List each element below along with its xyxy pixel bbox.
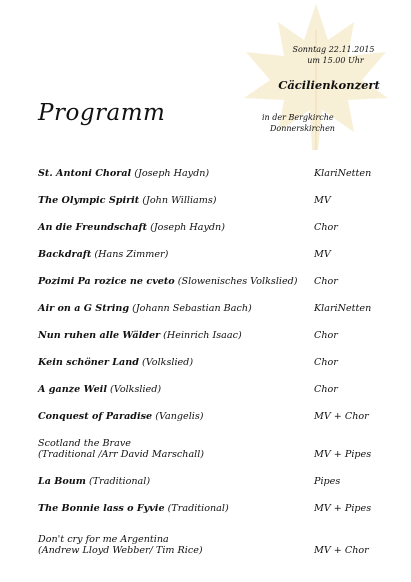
piece-composer: (Andrew Lloyd Webber/ Tim Rice) [38, 545, 203, 556]
piece-title: An die Freundschaft [38, 222, 148, 233]
performer: Pipes [314, 476, 341, 487]
location-line-2: Donnerskirchen [270, 124, 335, 133]
piece-composer: (Traditional) [167, 503, 229, 514]
piece-composer: (Volkslied) [142, 357, 194, 368]
performer: MV + Pipes [314, 503, 372, 514]
performer: MV [314, 195, 331, 206]
program-item [38, 395, 398, 422]
piece-composer: (Johann Sebastian Bach) [132, 303, 252, 314]
performer: MV [314, 249, 331, 260]
performer: MV + Chor [314, 411, 369, 422]
piece-title: La Boum [38, 476, 86, 487]
event-location [262, 112, 402, 134]
program-item [38, 368, 398, 395]
piece-composer: (John Williams) [142, 195, 217, 206]
page-title: Programm [38, 100, 166, 126]
piece-title: Conquest of Paradise [38, 411, 153, 422]
program-list [38, 152, 398, 556]
program-item [38, 179, 398, 206]
program-item [38, 314, 398, 341]
piece-composer: (Joseph Haydn) [134, 168, 210, 179]
event-date: Sonntag 22.11.2015 [292, 45, 375, 54]
piece-composer: (Traditional) [89, 476, 151, 487]
program-item [38, 152, 398, 179]
performer: Chor [314, 222, 338, 233]
piece-title: The Bonnie lass o Fyvie [38, 503, 165, 514]
program-item [38, 514, 398, 556]
piece-title: Nun ruhen alle Wälder [38, 330, 161, 341]
piece-title: Kein schöner Land [38, 357, 139, 368]
location-line-1: in der Bergkirche [262, 113, 334, 122]
performer: KlariNetten [314, 168, 372, 179]
program-item [38, 487, 398, 514]
performer: Chor [314, 276, 338, 287]
program-item [38, 341, 398, 368]
piece-title: St. Antoni Choral [38, 168, 132, 179]
piece-title: Scotland the Brave [38, 438, 131, 449]
performer: MV + Pipes [314, 449, 372, 460]
program-item [38, 233, 398, 260]
program-item [38, 206, 398, 233]
piece-title: Don't cry for me Argentina [38, 534, 169, 545]
performer: KlariNetten [314, 303, 372, 314]
event-datetime [268, 44, 403, 66]
piece-composer: (Traditional /Arr David Marschall) [38, 449, 205, 460]
piece-composer: (Slowenisches Volkslied) [177, 276, 298, 287]
piece-composer: (Heinrich Isaac) [163, 330, 242, 341]
piece-title: Pozimi Pa rozice ne cveto [38, 276, 175, 287]
performer: Chor [314, 384, 338, 395]
piece-title: Air on a G String [38, 303, 130, 314]
program-item [38, 422, 398, 460]
piece-composer: (Volkslied) [110, 384, 162, 395]
piece-composer: (Joseph Haydn) [150, 222, 225, 233]
piece-composer: (Vangelis) [155, 411, 204, 422]
performer: Chor [314, 357, 338, 368]
program-item [38, 460, 398, 487]
program-item [38, 260, 398, 287]
performer: MV + Chor [314, 545, 369, 556]
piece-title: Backdraft [38, 249, 92, 260]
concert-title: Cäcilienkonzert [278, 78, 380, 92]
piece-title: The Olympic Spirit [38, 195, 140, 206]
program-item [38, 287, 398, 314]
piece-composer: (Hans Zimmer) [94, 249, 169, 260]
performer: Chor [314, 330, 338, 341]
event-time: um 15.00 Uhr [307, 56, 364, 65]
piece-title: A ganze Weil [38, 384, 107, 395]
